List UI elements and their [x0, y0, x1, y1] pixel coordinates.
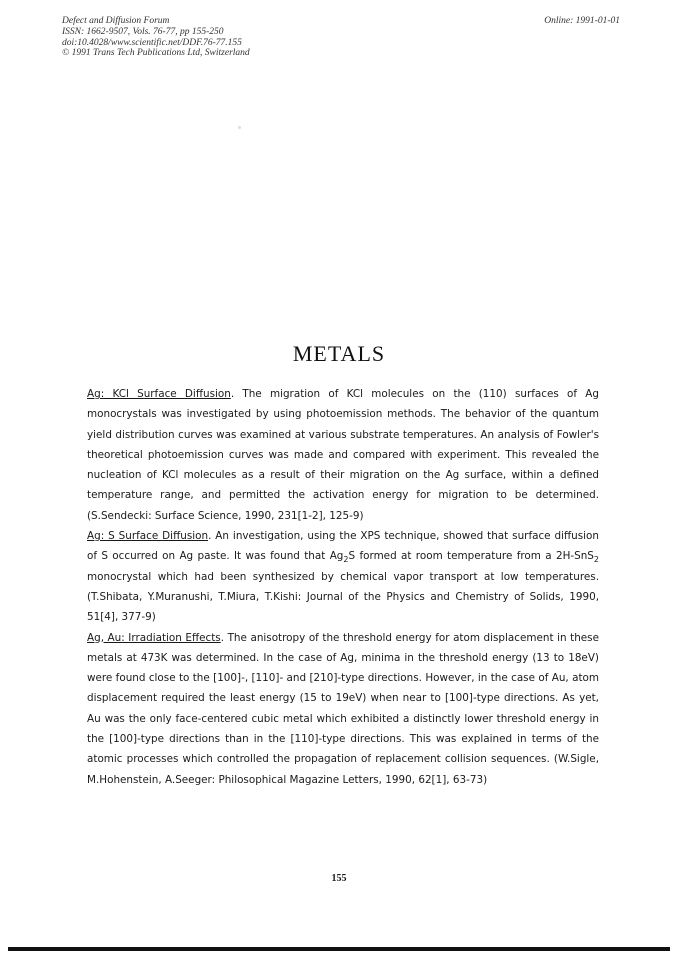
- scan-speck: [238, 126, 241, 129]
- entry-heading: Ag, Au: Irradiation Effects: [87, 631, 221, 644]
- page-number: 155: [331, 873, 347, 884]
- formula-base: Ag: [329, 550, 344, 563]
- abstracts-body: [87, 384, 599, 790]
- copyright-line: © 1991 Trans Tech Publications Ltd, Switzerland: [62, 48, 250, 59]
- abstract-entry-kcl: [87, 384, 599, 526]
- formula-subscript: 2: [343, 555, 349, 565]
- doi-line: doi:10.4028/www.scientific.net/DDF.76-77.155: [62, 37, 242, 48]
- online-date: Online: 1991-01-01: [544, 16, 620, 26]
- abstract-entry-sulfur: [87, 526, 599, 627]
- abstract-entry-irradiation: [87, 628, 599, 790]
- formula-base: 2H-SnS: [555, 550, 594, 563]
- journal-header: [62, 16, 250, 59]
- entry-text: . An investigation, using the XPS technique, showed that surface diffusion of S occurred on Ag paste. It was found that: [87, 530, 599, 563]
- entry-text: formed at room temperature from a: [355, 550, 556, 563]
- bottom-rule: [8, 947, 670, 951]
- formula-subscript: 2: [593, 555, 599, 565]
- entry-text: . The anisotropy of the threshold energy for atom displacement in these metals at 473K was determined. In the case of Ag, minima in the threshold energy (13 to 18eV) were found close to the [100]-, [110]- and [210]-type directions. However, in the case of Au, atom displacement required the least energy (15 to 19eV) when near to [100]-type directions. As yet, Au was the only face-centered cubic metal which exhibited a distinctly lower threshold energy in the [100]-type directions than in the [110]-type directions. This was explained in terms of the atomic processes which controlled the propagation of replacement collision sequences. (W.Sigle, M.Hohenstein, A.Seeger: Philosophical Magazine Letters, 1990, 62[1], 63-73): [87, 631, 599, 786]
- formula-tail: S: [348, 550, 356, 563]
- entry-heading: Ag: KCl Surface Diffusion: [87, 388, 231, 400]
- journal-name: Defect and Diffusion Forum: [62, 16, 170, 26]
- entry-heading: Ag: S Surface Diffusion: [87, 530, 209, 543]
- section-title: METALS: [292, 341, 386, 366]
- entry-text: . The migration of KCl molecules on the (110) surfaces of Ag monocrystals was investigated by using photoemission methods. The behavior of the quantum yield distribution curves was examined at various substrate temperatures. An analysis of Fowler's theoretical photoemission curves was made and compared with experiment. This revealed the nucleation of KCl molecules as a result of their migration on the Ag surface, within a defined temperature range, and permitted the activation energy for migration to be determined. (S.Sendecki: Surface Science, 1990, 231[1-2], 125-9): [87, 388, 599, 522]
- entry-text: monocrystal which had been synthesized by chemical vapor transport at low temperatures. (T.Shibata, Y.Muranushi, T.Miura, T.Kishi: Journal of the Physics and Chemistry of Solids, 1990, 51[4], 377-9): [87, 570, 599, 624]
- issn-line: ISSN: 1662-9507, Vols. 76-77, pp 155-250: [62, 26, 224, 37]
